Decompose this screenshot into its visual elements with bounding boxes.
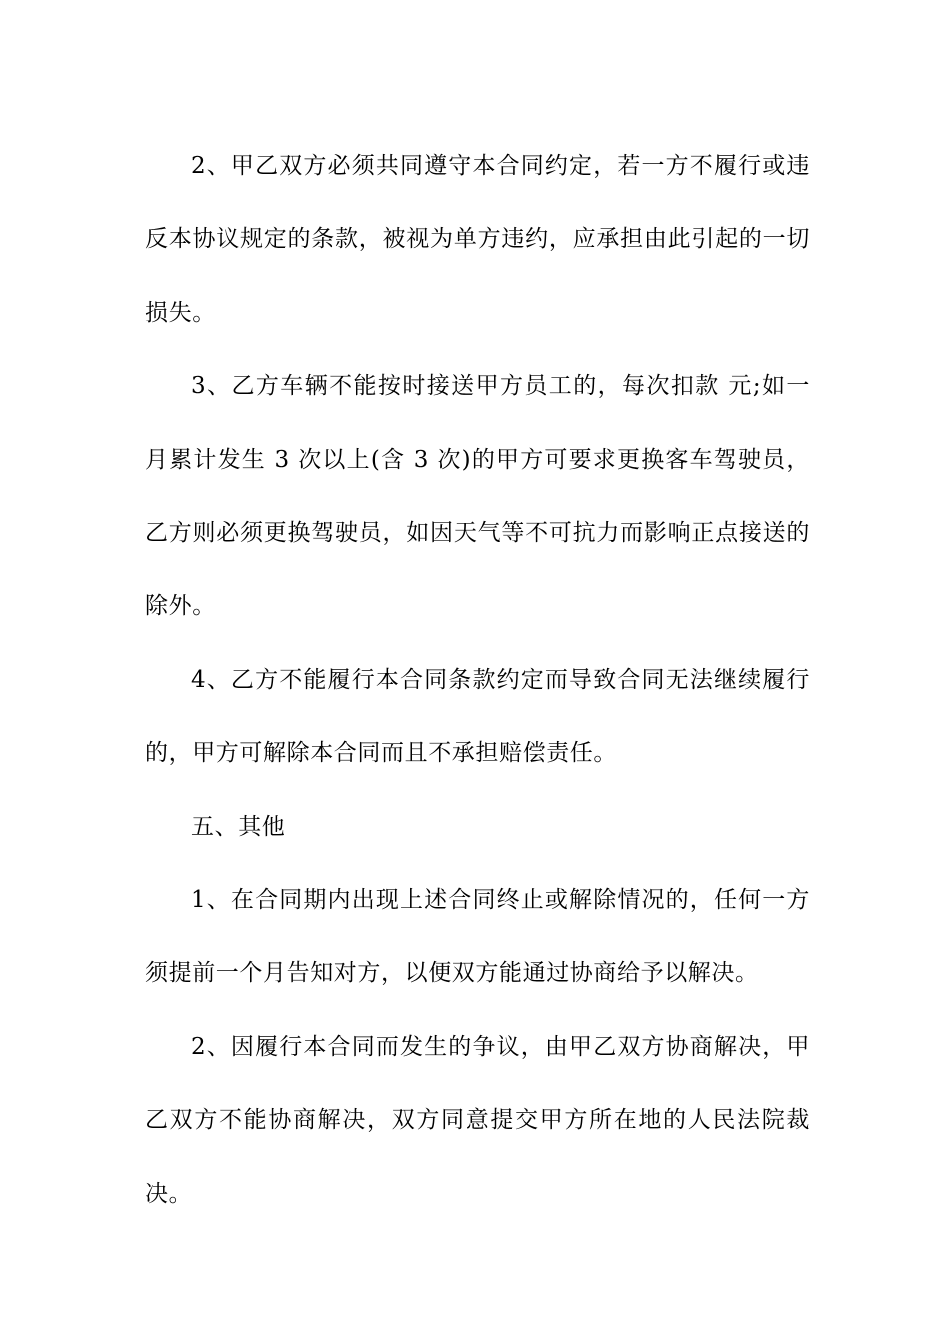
document-body — [145, 130, 810, 1231]
section-heading-other: 五、其他 — [191, 813, 286, 840]
clause-2-breach-liability: 2、甲乙双方必须共同遵守本合同约定，若一方不履行或违反本协议规定的条款，被视为单方违约，应承担由此引起的一切损失。 — [145, 153, 810, 326]
clause-4-termination-right: 4、乙方不能履行本合同条款约定而导致合同无法继续履行的，甲方可解除本合同而且不承担赔偿责任。 — [145, 666, 810, 767]
clause-3-vehicle-punctuality: 3、乙方车辆不能按时接送甲方员工的，每次扣款 元;如一月累计发生 3 次以上(含 3 次)的甲方可要求更换客车驾驶员，乙方则必须更换驾驶员，如因天气等不可抗力而影响正点接送的除外。 — [145, 373, 810, 620]
clause-1-advance-notice: 1、在合同期内出现上述合同终止或解除情况的，任何一方须提前一个月告知对方，以便双方能通过协商给予以解决。 — [145, 887, 810, 987]
clause-2-dispute-resolution: 2、因履行本合同而发生的争议，由甲乙双方协商解决，甲乙双方不能协商解决，双方同意提交甲方所在地的人民法院裁决。 — [145, 1033, 810, 1207]
